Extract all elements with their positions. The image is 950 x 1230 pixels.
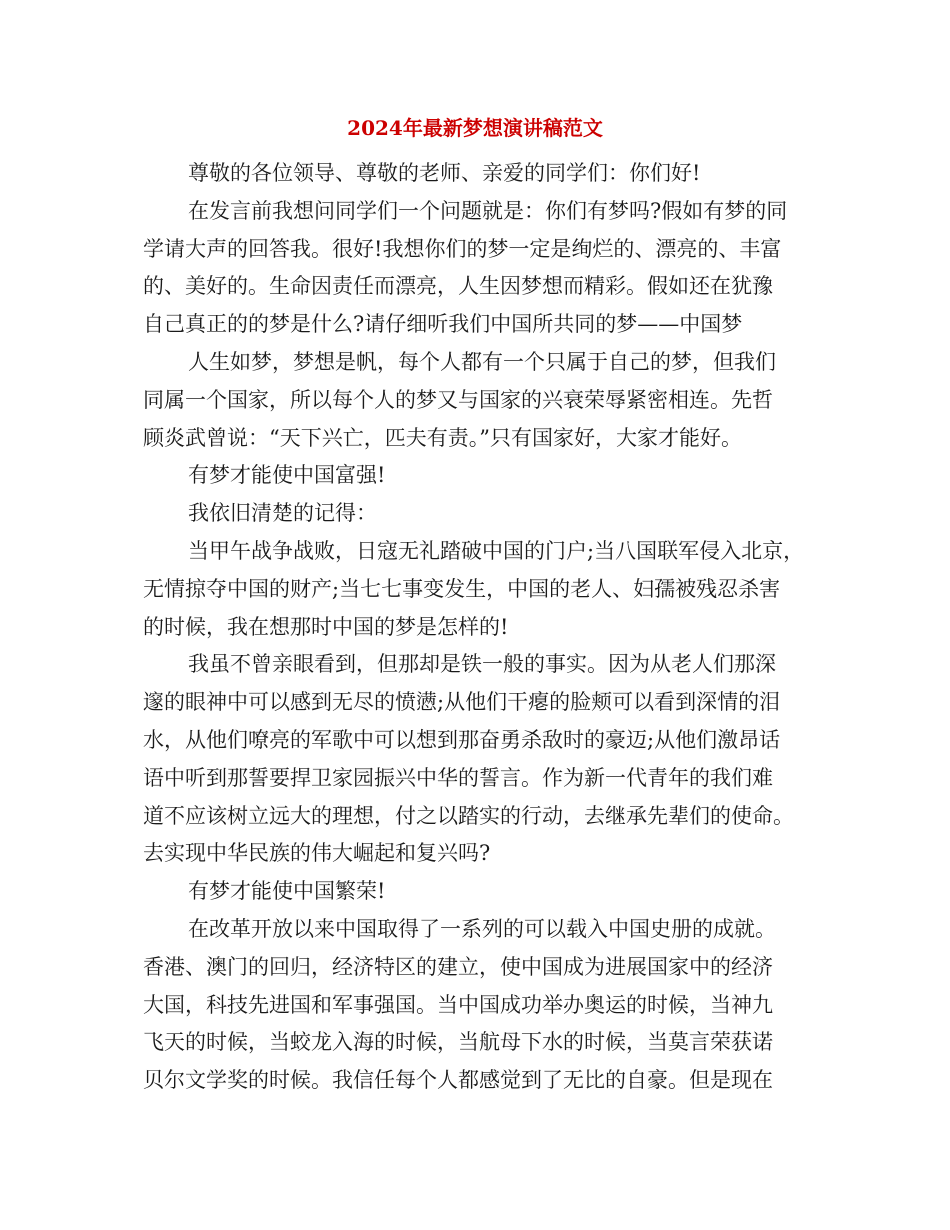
text-line: 邃的眼神中可以感到无尽的愤懑;从他们干瘪的脸颊可以看到深情的泪 bbox=[143, 690, 781, 715]
text-line: 顾炎武曾说：“天下兴亡，匹夫有责。”只有国家好，大家才能好。 bbox=[143, 425, 742, 450]
text-line: 人生如梦，梦想是帆，每个人都有一个只属于自己的梦，但我们 bbox=[188, 349, 776, 374]
text-line: 在发言前我想问同学们一个问题就是：你们有梦吗?假如有梦的同 bbox=[188, 198, 788, 223]
document-title: 2024年最新梦想演讲稿范文 bbox=[347, 116, 603, 140]
text-line: 道不应该树立远大的理想，付之以踏实的行动，去继承先辈们的使命。 bbox=[143, 803, 794, 828]
document-body bbox=[143, 155, 823, 1100]
text-line: 无情掠夺中国的财产;当七七事变发生，中国的老人、妇孺被残忍杀害 bbox=[143, 576, 781, 601]
text-line: 的时候，我在想那时中国的梦是怎样的! bbox=[143, 614, 509, 639]
text-line: 学请大声的回答我。很好!我想你们的梦一定是绚烂的、漂亮的、丰富 bbox=[143, 236, 782, 261]
text-line: 的、美好的。生命因责任而漂亮，人生因梦想而精彩。假如还在犹豫 bbox=[143, 274, 773, 299]
text-line: 去实现中华民族的伟大崛起和复兴吗? bbox=[143, 841, 491, 866]
text-line: 当甲午战争战败，日寇无礼踏破中国的门户;当八国联军侵入北京， bbox=[188, 538, 805, 563]
text-line: 我虽不曾亲眼看到，但那却是铁一般的事实。因为从老人们那深 bbox=[188, 652, 776, 677]
text-line: 有梦才能使中国繁荣! bbox=[188, 879, 386, 904]
text-line: 飞天的时候，当蛟龙入海的时候，当航母下水的时候，当莫言荣获诺 bbox=[143, 1030, 773, 1055]
text-line: 在改革开放以来中国取得了一系列的可以载入中国史册的成就。 bbox=[188, 916, 776, 941]
text-line: 自己真正的的梦是什么?请仔细听我们中国所共同的梦——中国梦 bbox=[143, 312, 743, 337]
text-line: 水，从他们嘹亮的军歌中可以想到那奋勇杀敌时的豪迈;从他们激昂话 bbox=[143, 727, 781, 752]
text-line: 同属一个国家，所以每个人的梦又与国家的兴衰荣辱紧密相连。先哲 bbox=[143, 387, 773, 412]
text-line: 尊敬的各位领导、尊敬的老师、亲爱的同学们：你们好! bbox=[188, 161, 701, 185]
text-line: 香港、澳门的回归，经济特区的建立，使中国成为进展国家中的经济 bbox=[143, 954, 773, 979]
text-line: 我依旧清楚的记得： bbox=[188, 501, 377, 526]
text-line: 贝尔文学奖的时候。我信任每个人都感觉到了无比的自豪。但是现在 bbox=[143, 1068, 773, 1093]
text-line: 有梦才能使中国富强! bbox=[188, 463, 386, 488]
text-line: 语中听到那誓要捍卫家园振兴中华的誓言。作为新一代青年的我们难 bbox=[143, 765, 773, 790]
text-line: 大国，科技先进国和军事强国。当中国成功举办奥运的时候，当神九 bbox=[143, 992, 773, 1017]
